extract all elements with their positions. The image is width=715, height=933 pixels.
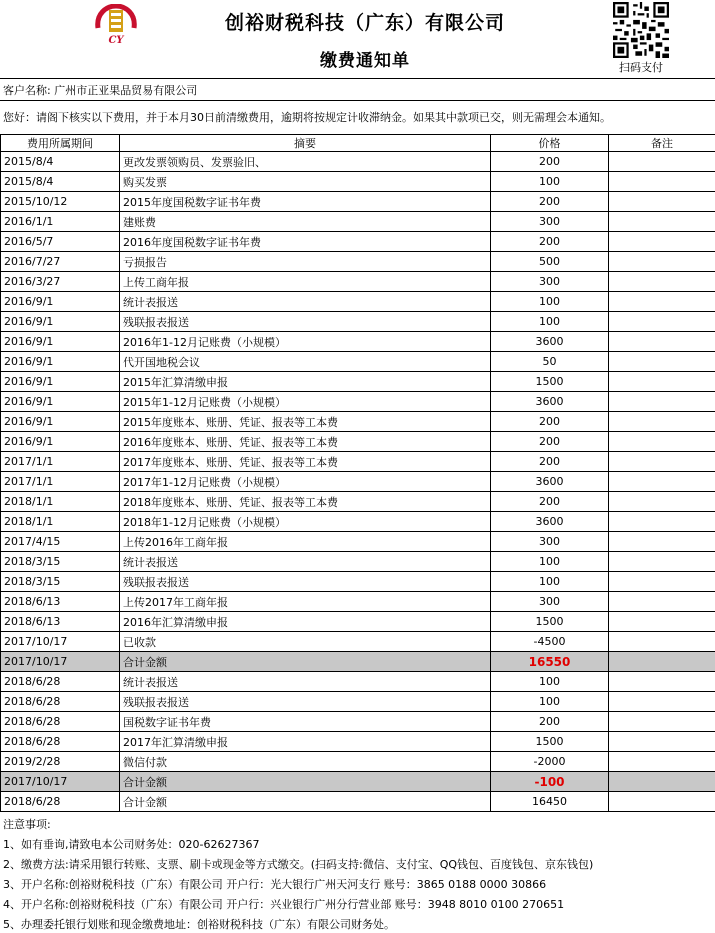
- remark-cell: [609, 192, 715, 212]
- table-row: [1, 212, 715, 232]
- table-row: [1, 232, 715, 252]
- price-cell: 100: [491, 552, 609, 572]
- summary-cell: 2016年汇算清缴申报: [120, 612, 491, 632]
- period-cell: 2017/1/1: [1, 452, 120, 472]
- period-cell: 2018/3/15: [1, 552, 120, 572]
- customer-label: 客户名称:: [3, 84, 51, 97]
- period-cell: 2018/3/15: [1, 572, 120, 592]
- period-cell: 2016/9/1: [1, 292, 120, 312]
- period-cell: 2016/5/7: [1, 232, 120, 252]
- table-header-row: [1, 135, 715, 152]
- period-cell: 2016/1/1: [1, 212, 120, 232]
- remark-cell: [609, 632, 715, 652]
- customer-line: [3, 82, 197, 98]
- price-cell: 100: [491, 572, 609, 592]
- remark-cell: [609, 552, 715, 572]
- period-cell: 2018/6/13: [1, 612, 120, 632]
- summary-cell: 2015年度账本、账册、凭证、报表等工本费: [120, 412, 491, 432]
- remark-cell: [609, 252, 715, 272]
- table-row: [1, 552, 715, 572]
- table-row: [1, 152, 715, 172]
- price-cell: [491, 652, 609, 672]
- summary-cell: 统计表报送: [120, 672, 491, 692]
- price-cell: 100: [491, 672, 609, 692]
- period-cell: 2017/4/15: [1, 532, 120, 552]
- price-cell: 300: [491, 592, 609, 612]
- price-cell: 3600: [491, 392, 609, 412]
- remark-cell: [609, 312, 715, 332]
- summary-cell: 购买发票: [120, 172, 491, 192]
- price-cell: -4500: [491, 632, 609, 652]
- price-cell: 200: [491, 452, 609, 472]
- summary-cell: 上传2016年工商年报: [120, 532, 491, 552]
- period-cell: 2016/9/1: [1, 392, 120, 412]
- period-cell: 2016/9/1: [1, 312, 120, 332]
- remark-cell: [609, 392, 715, 412]
- summary-cell: 2016年1-12月记账费（小规模）: [120, 332, 491, 352]
- period-cell: 2016/9/1: [1, 332, 120, 352]
- document-header: [0, 0, 715, 78]
- remark-cell: [609, 472, 715, 492]
- period-cell: 2016/9/1: [1, 412, 120, 432]
- price-cell: 3600: [491, 332, 609, 352]
- summary-cell: 代开国地税会议: [120, 352, 491, 372]
- customer-name: 广州市正亚果品贸易有限公司: [54, 84, 198, 97]
- summary-cell: 更改发票领购员、发票验旧、: [120, 152, 491, 172]
- summary-cell: 统计表报送: [120, 552, 491, 572]
- table-row: [1, 412, 715, 432]
- notes-title: 注意事项:: [3, 818, 51, 831]
- table-row: [1, 432, 715, 452]
- period-cell: 2016/3/27: [1, 272, 120, 292]
- company-name: 创裕财税科技（广东）有限公司: [224, 12, 505, 34]
- remark-cell: [609, 372, 715, 392]
- table-row: [1, 612, 715, 632]
- remark-cell: [609, 752, 715, 772]
- period-cell: 2015/8/4: [1, 172, 120, 192]
- period-cell: 2017/10/17: [1, 632, 120, 652]
- header-summary: 摘要: [120, 135, 491, 152]
- period-cell: 2018/6/28: [1, 792, 120, 812]
- remark-cell: [609, 512, 715, 532]
- summary-cell: 已收款: [120, 632, 491, 652]
- price-cell: 100: [491, 172, 609, 192]
- remark-cell: [609, 432, 715, 452]
- remark-cell: [609, 172, 715, 192]
- summary-cell: 2018年度账本、账册、凭证、报表等工本费: [120, 492, 491, 512]
- greeting-row: [0, 100, 715, 134]
- table-row: [1, 652, 715, 672]
- summary-cell: 2015年度国税数字证书年费: [120, 192, 491, 212]
- summary-cell: 2016年度国税数字证书年费: [120, 232, 491, 252]
- table-row: [1, 772, 715, 792]
- table-row: [1, 472, 715, 492]
- table-row: [1, 352, 715, 372]
- remark-cell: [609, 232, 715, 252]
- total-amount: 16550: [528, 654, 571, 669]
- price-cell: 50: [491, 352, 609, 372]
- fee-table: [0, 134, 715, 812]
- table-row: [1, 672, 715, 692]
- summary-cell: 2015年1-12月记账费（小规模）: [120, 392, 491, 412]
- summary-cell: 合计金额: [120, 792, 491, 812]
- table-row: [1, 532, 715, 552]
- period-cell: 2017/10/17: [1, 772, 120, 792]
- price-cell: 16450: [491, 792, 609, 812]
- period-cell: 2018/1/1: [1, 492, 120, 512]
- company-logo: [92, 4, 140, 46]
- table-row: [1, 252, 715, 272]
- remark-cell: [609, 352, 715, 372]
- period-cell: 2015/10/12: [1, 192, 120, 212]
- remark-cell: [609, 292, 715, 312]
- summary-cell: 合计金额: [120, 772, 491, 792]
- remark-cell: [609, 672, 715, 692]
- price-cell: 200: [491, 712, 609, 732]
- period-cell: 2018/1/1: [1, 512, 120, 532]
- period-cell: 2016/7/27: [1, 252, 120, 272]
- remark-cell: [609, 692, 715, 712]
- summary-cell: 国税数字证书年费: [120, 712, 491, 732]
- price-cell: 200: [491, 412, 609, 432]
- remark-cell: [609, 332, 715, 352]
- summary-cell: 2016年度账本、账册、凭证、报表等工本费: [120, 432, 491, 452]
- price-cell: 100: [491, 312, 609, 332]
- remark-cell: [609, 652, 715, 672]
- remark-cell: [609, 492, 715, 512]
- note-item: 2、缴费方法:请采用银行转账、支票、刷卡或现金等方式缴交。(扫码支持:微信、支付宝、QQ钱包、百度钱包、京东钱包): [3, 858, 594, 871]
- price-cell: 500: [491, 252, 609, 272]
- summary-cell: 统计表报送: [120, 292, 491, 312]
- period-cell: 2017/1/1: [1, 472, 120, 492]
- table-row: [1, 752, 715, 772]
- remark-cell: [609, 592, 715, 612]
- customer-row: [0, 78, 715, 100]
- qr-label: 扫码支付: [619, 61, 663, 74]
- period-cell: 2018/6/13: [1, 592, 120, 612]
- period-cell: 2018/6/28: [1, 732, 120, 752]
- period-cell: 2018/6/28: [1, 712, 120, 732]
- price-cell: 1500: [491, 612, 609, 632]
- table-row: [1, 512, 715, 532]
- table-row: [1, 592, 715, 612]
- table-row: [1, 732, 715, 752]
- table-row: [1, 452, 715, 472]
- price-cell: 300: [491, 532, 609, 552]
- price-cell: 200: [491, 152, 609, 172]
- price-cell: 100: [491, 692, 609, 712]
- summary-cell: 残联报表报送: [120, 692, 491, 712]
- remark-cell: [609, 532, 715, 552]
- price-cell: 200: [491, 432, 609, 452]
- remark-cell: [609, 572, 715, 592]
- remark-cell: [609, 272, 715, 292]
- table-row: [1, 572, 715, 592]
- remark-cell: [609, 792, 715, 812]
- summary-cell: 2017年度账本、账册、凭证、报表等工本费: [120, 452, 491, 472]
- price-cell: 200: [491, 192, 609, 212]
- table-row: [1, 632, 715, 652]
- summary-cell: 2017年汇算清缴申报: [120, 732, 491, 752]
- price-cell: -2000: [491, 752, 609, 772]
- document-title: 缴费通知单: [320, 51, 410, 71]
- period-cell: 2015/8/4: [1, 152, 120, 172]
- remark-cell: [609, 412, 715, 432]
- summary-cell: 微信付款: [120, 752, 491, 772]
- remark-cell: [609, 452, 715, 472]
- price-cell: 300: [491, 212, 609, 232]
- price-cell: 100: [491, 292, 609, 312]
- total-amount: -100: [534, 774, 565, 789]
- price-cell: 1500: [491, 732, 609, 752]
- summary-cell: 上传工商年报: [120, 272, 491, 292]
- summary-cell: 2018年1-12月记账费（小规模）: [120, 512, 491, 532]
- table-row: [1, 372, 715, 392]
- period-cell: 2017/10/17: [1, 652, 120, 672]
- summary-cell: 亏损报告: [120, 252, 491, 272]
- table-row: [1, 192, 715, 212]
- summary-cell: 合计金额: [120, 652, 491, 672]
- summary-cell: 2015年汇算清缴申报: [120, 372, 491, 392]
- table-row: [1, 272, 715, 292]
- greeting-text: 您好：请阁下核实以下费用，并于本月30日前清缴费用，逾期将按规定计收滞纳金。如果其中款项已交，则无需理会本通知。: [3, 111, 611, 124]
- remark-cell: [609, 612, 715, 632]
- price-cell: 3600: [491, 512, 609, 532]
- table-row: [1, 172, 715, 192]
- header-remark: 备注: [609, 135, 715, 152]
- period-cell: 2016/9/1: [1, 432, 120, 452]
- period-cell: 2018/6/28: [1, 692, 120, 712]
- price-cell: 300: [491, 272, 609, 292]
- price-cell: [491, 772, 609, 792]
- price-cell: 200: [491, 232, 609, 252]
- summary-cell: 建账费: [120, 212, 491, 232]
- logo-text: CY: [108, 35, 124, 46]
- summary-cell: 2017年1-12月记账费（小规模）: [120, 472, 491, 492]
- header-period: 费用所属期间: [1, 135, 120, 152]
- remark-cell: [609, 772, 715, 792]
- table-row: [1, 392, 715, 412]
- remark-cell: [609, 732, 715, 752]
- table-row: [1, 712, 715, 732]
- period-cell: 2016/9/1: [1, 352, 120, 372]
- period-cell: 2016/9/1: [1, 372, 120, 392]
- note-item: 5、办理委托银行划账和现金缴费地址：创裕财税科技（广东）有限公司财务处。: [3, 918, 395, 931]
- period-cell: 2018/6/28: [1, 672, 120, 692]
- summary-cell: 残联报表报送: [120, 312, 491, 332]
- table-row: [1, 312, 715, 332]
- table-row: [1, 692, 715, 712]
- price-cell: 200: [491, 492, 609, 512]
- qr-code-icon[interactable]: [613, 2, 669, 58]
- note-item: 1、如有垂询,请致电本公司财务处：020-62627367: [3, 838, 260, 851]
- note-item: 3、开户名称:创裕财税科技（广东）有限公司 开户行：光大银行广州天河支行 账号：3865 0188 0000 30866: [3, 878, 547, 891]
- summary-cell: 上传2017年工商年报: [120, 592, 491, 612]
- price-cell: 3600: [491, 472, 609, 492]
- note-item: 4、开户名称:创裕财税科技（广东）有限公司 开户行：兴业银行广州分行营业部 账号：3948 8010 0100 270651: [3, 898, 565, 911]
- table-row: [1, 492, 715, 512]
- table-row: [1, 292, 715, 312]
- remark-cell: [609, 712, 715, 732]
- header-price: 价格: [491, 135, 609, 152]
- table-row: [1, 332, 715, 352]
- remark-cell: [609, 152, 715, 172]
- notes-section: [0, 815, 715, 933]
- price-cell: 1500: [491, 372, 609, 392]
- summary-cell: 残联报表报送: [120, 572, 491, 592]
- table-row: [1, 792, 715, 812]
- period-cell: 2019/2/28: [1, 752, 120, 772]
- remark-cell: [609, 212, 715, 232]
